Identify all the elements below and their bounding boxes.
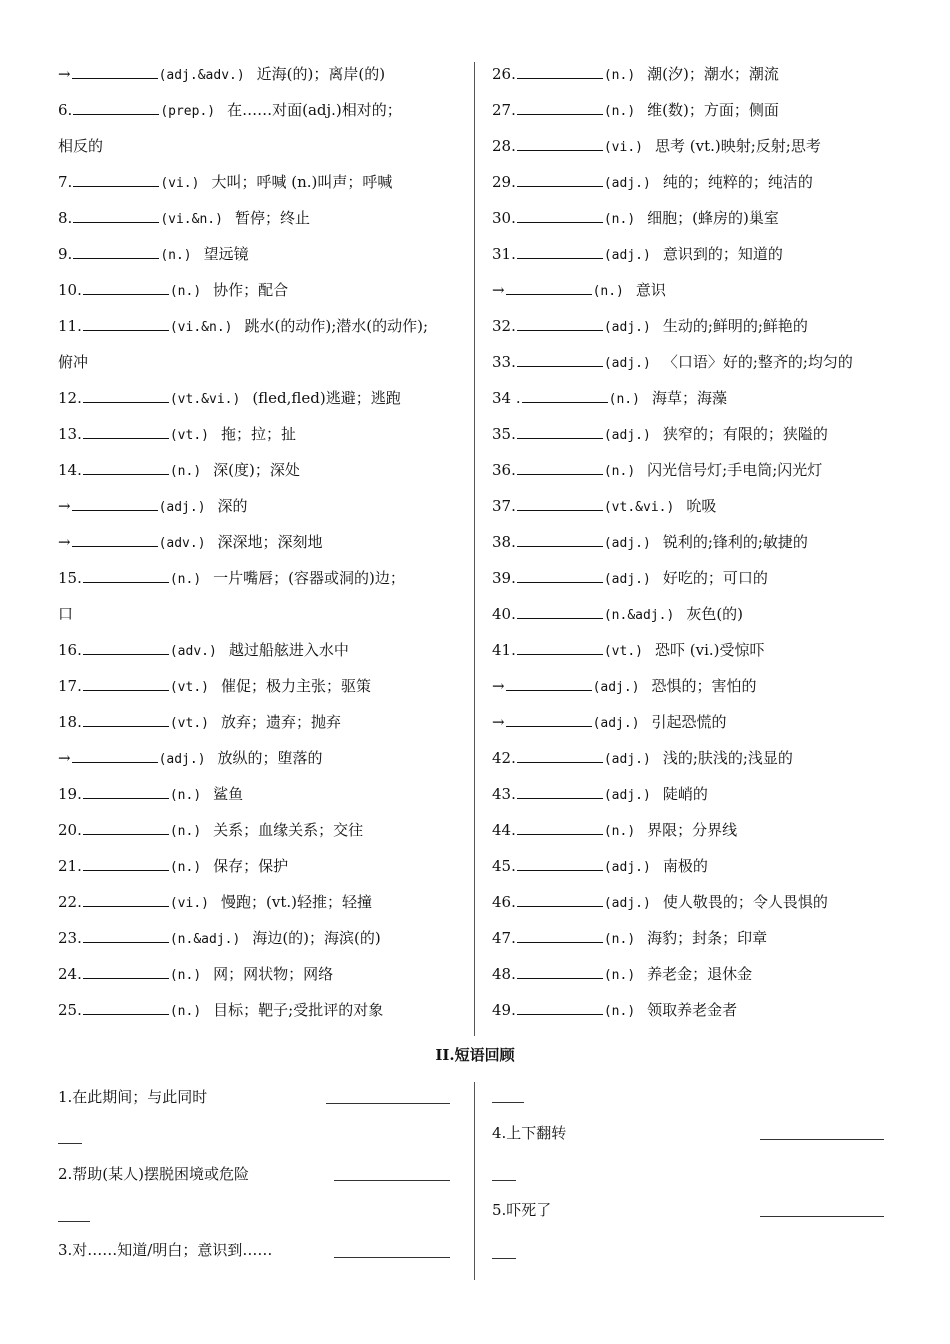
part-of-speech: (n.): [169, 1004, 202, 1019]
vocab-entry: [492, 812, 912, 848]
vocab-entry: [492, 416, 912, 452]
answer-blank[interactable]: [517, 928, 603, 943]
section-heading: II.短语回顾: [435, 1046, 515, 1064]
entry-meaning: 〈口语〉好的;整齐的;均匀的: [662, 353, 853, 371]
answer-blank[interactable]: [517, 64, 603, 79]
answer-blank[interactable]: [83, 784, 169, 799]
part-of-speech: (n.): [603, 212, 636, 227]
part-of-speech: (adj.): [603, 860, 651, 875]
part-of-speech: (adj.): [158, 500, 206, 515]
entry-number: 34 .: [492, 389, 521, 407]
answer-line-5b[interactable]: [492, 1258, 516, 1259]
column-divider-lower: [474, 1082, 475, 1280]
vocab-entry: [58, 92, 468, 128]
phrase-item-3: 3.对……知道/明白；意识到……: [58, 1241, 273, 1259]
vocab-entry: [58, 380, 468, 416]
vocab-entry: [492, 884, 912, 920]
part-of-speech: (n.): [603, 968, 636, 983]
vocab-entry: [58, 236, 468, 272]
part-of-speech: (adj.): [158, 752, 206, 767]
part-of-speech: (n.): [169, 824, 202, 839]
entry-meaning: 细胞；(蜂房的)巢室: [647, 209, 779, 227]
vocab-entry: [58, 776, 468, 812]
vocab-entry: [58, 488, 468, 524]
entry-meaning: 深深地；深刻地: [217, 533, 323, 551]
entry-meaning: 在……对面(adj.)相对的；: [227, 101, 402, 119]
answer-blank[interactable]: [517, 532, 603, 547]
entry-meaning: 鲨鱼: [213, 785, 244, 803]
entry-number: 30.: [492, 209, 516, 227]
part-of-speech: (adj.): [603, 572, 651, 587]
entry-meaning: 大叫；呼喊 (n.)叫声；呼喊: [211, 173, 393, 191]
entry-number: 21.: [58, 857, 82, 875]
entry-number: 49.: [492, 1001, 516, 1019]
answer-blank[interactable]: [517, 496, 603, 511]
answer-blank[interactable]: [83, 856, 169, 871]
entry-number: 10.: [58, 281, 82, 299]
vocab-entry: [58, 164, 468, 200]
vocab-entry: [58, 812, 468, 848]
vocab-entry: [58, 416, 468, 452]
entry-number: 48.: [492, 965, 516, 983]
vocab-entry: [492, 164, 912, 200]
vocab-entry: [492, 56, 912, 92]
left-column: [58, 56, 468, 1028]
answer-blank[interactable]: [517, 604, 603, 619]
entry-meaning: 灰色(的): [686, 605, 744, 623]
entry-number: 31.: [492, 245, 516, 263]
vocab-entry: [492, 560, 912, 596]
vocab-entry: [492, 236, 912, 272]
entry-meaning: 恐吓 (vi.)受惊吓: [655, 641, 765, 659]
answer-blank[interactable]: [83, 820, 169, 835]
entry-number: →: [492, 713, 505, 731]
part-of-speech: (adj.): [603, 176, 651, 191]
phrase-item-5: 5.吓死了: [492, 1201, 552, 1219]
entry-number: 33.: [492, 353, 516, 371]
part-of-speech: (n.): [169, 860, 202, 875]
entry-number: →: [58, 533, 71, 551]
part-of-speech: (n.): [169, 464, 202, 479]
entry-meaning: 保存；保护: [213, 857, 289, 875]
entry-meaning: 狭窄的；有限的；狭隘的: [662, 425, 828, 443]
entry-number: 32.: [492, 317, 516, 335]
entry-number: 36.: [492, 461, 516, 479]
answer-blank[interactable]: [73, 172, 159, 187]
entry-meaning: 好吃的；可口的: [662, 569, 768, 587]
entry-number: →: [492, 677, 505, 695]
part-of-speech: (adj.): [603, 788, 651, 803]
vocab-entry: [58, 128, 468, 164]
vocab-entry: [492, 956, 912, 992]
vocab-entry: [492, 524, 912, 560]
answer-blank[interactable]: [517, 424, 603, 439]
vocab-entry: [58, 992, 468, 1028]
part-of-speech: (n.): [592, 284, 624, 299]
entry-meaning: 锐利的;锋利的;敏捷的: [662, 533, 808, 551]
entry-number: →: [58, 497, 71, 515]
vocab-entry: [492, 128, 912, 164]
answer-blank[interactable]: [506, 676, 592, 691]
entry-number: 12.: [58, 389, 82, 407]
part-of-speech: (vi.&n.): [169, 320, 233, 335]
entry-meaning: 吮吸: [686, 497, 717, 515]
entry-number: →: [58, 749, 71, 767]
entry-meaning: 界限；分界线: [647, 821, 738, 839]
part-of-speech: (n.): [603, 464, 636, 479]
answer-blank[interactable]: [83, 676, 169, 691]
entry-meaning: 催促；极力主张；驱策: [221, 677, 372, 695]
entry-number: 23.: [58, 929, 82, 947]
entry-meaning: 放纵的；堕落的: [217, 749, 323, 767]
entry-number: 35.: [492, 425, 516, 443]
answer-blank[interactable]: [72, 748, 158, 763]
phrase-item-2: 2.帮助(某人)摆脱困境或危险: [58, 1165, 250, 1183]
answer-blank[interactable]: [72, 496, 158, 511]
part-of-speech: (n.&adj.): [603, 608, 675, 623]
entry-number: 14.: [58, 461, 82, 479]
entry-meaning: 目标；靶子;受批评的对象: [213, 1001, 384, 1019]
answer-blank[interactable]: [522, 388, 608, 403]
part-of-speech: (adj.): [592, 716, 640, 731]
entry-number: 22.: [58, 893, 82, 911]
entry-meaning: 思考 (vt.)映射;反射;思考: [655, 137, 821, 155]
answer-blank[interactable]: [517, 748, 603, 763]
vocab-entry: [492, 308, 912, 344]
vocab-entry: [58, 308, 468, 344]
part-of-speech: (n.): [169, 572, 202, 587]
answer-blank[interactable]: [83, 280, 169, 295]
vocab-entry: [492, 200, 912, 236]
entry-meaning: 海草；海藻: [651, 389, 727, 407]
answer-blank[interactable]: [83, 928, 169, 943]
entry-meaning: 深(度)；深处: [213, 461, 300, 479]
part-of-speech: (adj.): [603, 356, 651, 371]
answer-blank[interactable]: [517, 640, 603, 655]
entry-meaning: 关系；血缘关系；交往: [213, 821, 364, 839]
entry-meaning: 协作；配合: [213, 281, 289, 299]
answer-blank[interactable]: [72, 532, 158, 547]
entry-number: 39.: [492, 569, 516, 587]
vocab-entry: [492, 272, 912, 308]
vocab-entry: [58, 668, 468, 704]
entry-number: 17.: [58, 677, 82, 695]
part-of-speech: (n.): [169, 788, 202, 803]
answer-blank[interactable]: [517, 820, 603, 835]
vocab-entry: [58, 524, 468, 560]
part-of-speech: (adv.): [158, 536, 206, 551]
vocab-entry: [492, 488, 912, 524]
entry-number: 29.: [492, 173, 516, 191]
vocab-entry: [492, 920, 912, 956]
vocab-entry: [492, 668, 912, 704]
vocab-entry: [58, 560, 468, 596]
answer-blank[interactable]: [517, 856, 603, 871]
part-of-speech: (adj.&adv.): [158, 68, 245, 83]
entry-meaning: 近海(的)；离岸(的): [256, 65, 386, 83]
vocab-entry: [492, 776, 912, 812]
answer-line-5a[interactable]: [760, 1216, 884, 1217]
vocab-entry: [492, 740, 912, 776]
answer-blank[interactable]: [517, 784, 603, 799]
entry-number: 46.: [492, 893, 516, 911]
part-of-speech: (adj.): [603, 536, 651, 551]
part-of-speech: (vt.): [169, 680, 209, 695]
entry-number: 20.: [58, 821, 82, 839]
entry-meaning: 意识: [635, 281, 666, 299]
entry-number: 44.: [492, 821, 516, 839]
answer-line-3a[interactable]: [334, 1257, 450, 1258]
part-of-speech: (n.): [169, 284, 202, 299]
entry-meaning: 维(数)；方面；侧面: [647, 101, 779, 119]
answer-blank[interactable]: [506, 280, 592, 295]
vocab-entry: [58, 740, 468, 776]
answer-blank[interactable]: [517, 136, 603, 151]
entry-meaning: (fled,fled)逃避；逃跑: [252, 389, 401, 407]
part-of-speech: (adj.): [603, 248, 651, 263]
answer-blank[interactable]: [517, 1000, 603, 1015]
answer-line-1a[interactable]: [326, 1103, 450, 1104]
entry-meaning: 意识到的；知道的: [662, 245, 783, 263]
answer-line-4a[interactable]: [760, 1139, 884, 1140]
entry-meaning: 引起恐慌的: [651, 713, 727, 731]
part-of-speech: (n.): [603, 68, 636, 83]
entry-number: 38.: [492, 533, 516, 551]
entry-number: 19.: [58, 785, 82, 803]
part-of-speech: (n.): [608, 392, 640, 407]
part-of-speech: (n.): [603, 1004, 636, 1019]
answer-blank[interactable]: [73, 208, 159, 223]
answer-blank[interactable]: [517, 244, 603, 259]
vocab-entry: [58, 884, 468, 920]
answer-blank[interactable]: [517, 172, 603, 187]
answer-blank[interactable]: [517, 460, 603, 475]
answer-blank[interactable]: [517, 352, 603, 367]
part-of-speech: (vi.): [603, 140, 643, 155]
part-of-speech: (adj.): [603, 320, 651, 335]
entry-number: 25.: [58, 1001, 82, 1019]
answer-blank[interactable]: [517, 568, 603, 583]
entry-number: 6.: [58, 101, 73, 119]
part-of-speech: (vt.): [169, 716, 209, 731]
part-of-speech: (vt.): [603, 644, 643, 659]
entry-meaning: 越过船舷进入水中: [228, 641, 349, 659]
entry-meaning: 深的: [217, 497, 248, 515]
vocab-entry: [58, 920, 468, 956]
part-of-speech: (n.): [603, 104, 636, 119]
entry-meaning: 暂停；终止: [234, 209, 310, 227]
column-divider: [474, 62, 475, 1036]
vocab-entry: [58, 452, 468, 488]
vocab-entry: [492, 632, 912, 668]
entry-meaning: 相反的: [58, 137, 104, 155]
vocab-entry: [58, 56, 468, 92]
entry-meaning: 陡峭的: [662, 785, 708, 803]
part-of-speech: (vi.): [160, 176, 200, 191]
entry-meaning: 使人敬畏的；令人畏惧的: [662, 893, 828, 911]
vocab-entry: [492, 92, 912, 128]
vocab-entry: [58, 956, 468, 992]
entry-meaning: 纯的；纯粹的；纯洁的: [662, 173, 813, 191]
part-of-speech: (adv.): [169, 644, 217, 659]
answer-line-2a[interactable]: [334, 1180, 450, 1181]
entry-number: 9.: [58, 245, 73, 263]
entry-number: 43.: [492, 785, 516, 803]
entry-meaning: 口: [58, 605, 74, 623]
entry-number: 26.: [492, 65, 516, 83]
entry-meaning: 闪光信号灯;手电筒;闪光灯: [647, 461, 823, 479]
answer-blank[interactable]: [83, 388, 169, 403]
answer-blank[interactable]: [517, 100, 603, 115]
entry-number: 16.: [58, 641, 82, 659]
vocab-entry: [492, 848, 912, 884]
answer-blank[interactable]: [83, 1000, 169, 1015]
part-of-speech: (adj.): [603, 896, 651, 911]
entry-number: 42.: [492, 749, 516, 767]
vocab-entry: [492, 380, 912, 416]
vocab-entry: [58, 272, 468, 308]
answer-line-3b[interactable]: [492, 1102, 524, 1103]
vocab-entry: [492, 596, 912, 632]
vocab-entry: [58, 632, 468, 668]
entry-meaning: 海边(的)；海滨(的): [252, 929, 381, 947]
entry-number: 24.: [58, 965, 82, 983]
entry-meaning: 放弃；遗弃；抛弃: [221, 713, 342, 731]
entry-number: →: [58, 65, 71, 83]
answer-blank[interactable]: [83, 316, 169, 331]
entry-number: 27.: [492, 101, 516, 119]
part-of-speech: (n.): [603, 932, 636, 947]
entry-number: →: [492, 281, 505, 299]
entry-number: 28.: [492, 137, 516, 155]
answer-blank[interactable]: [517, 892, 603, 907]
part-of-speech: (vi.): [169, 896, 209, 911]
entry-meaning: 慢跑；(vt.)轻推；轻撞: [221, 893, 372, 911]
answer-blank[interactable]: [517, 208, 603, 223]
entry-meaning: 南极的: [662, 857, 708, 875]
vocab-entry: [492, 452, 912, 488]
entry-meaning: 生动的;鲜明的;鲜艳的: [662, 317, 808, 335]
entry-number: 11.: [58, 317, 82, 335]
entry-meaning: 浅的;肤浅的;浅显的: [662, 749, 793, 767]
entry-meaning: 俯冲: [58, 353, 89, 371]
vocab-entry: [492, 704, 912, 740]
part-of-speech: (prep.): [160, 104, 216, 119]
entry-meaning: 海豹；封条；印章: [647, 929, 768, 947]
answer-blank[interactable]: [83, 964, 169, 979]
part-of-speech: (adj.): [603, 752, 651, 767]
entry-number: 8.: [58, 209, 73, 227]
answer-blank[interactable]: [83, 460, 169, 475]
answer-blank[interactable]: [83, 892, 169, 907]
part-of-speech: (n.): [169, 968, 202, 983]
answer-blank[interactable]: [83, 640, 169, 655]
entry-meaning: 领取养老金者: [647, 1001, 738, 1019]
entry-meaning: 跳水(的动作);潜水(的动作);: [244, 317, 429, 335]
entry-number: 45.: [492, 857, 516, 875]
vocab-entry: [492, 992, 912, 1028]
answer-line-1b[interactable]: [58, 1143, 82, 1144]
entry-meaning: 望远镜: [203, 245, 249, 263]
answer-blank[interactable]: [517, 964, 603, 979]
phrase-item-1: 1.在此期间；与此同时: [58, 1088, 208, 1106]
entry-number: 13.: [58, 425, 82, 443]
part-of-speech: (vt.&vi.): [169, 392, 241, 407]
entry-meaning: 网；网状物；网络: [213, 965, 334, 983]
vocab-entry: [58, 704, 468, 740]
vocab-entry: [492, 344, 912, 380]
entry-number: 7.: [58, 173, 73, 191]
entry-number: 15.: [58, 569, 82, 587]
part-of-speech: (vt.): [169, 428, 209, 443]
entry-meaning: 一片嘴唇；(容器或洞的)边；: [213, 569, 405, 587]
vocab-entry: [58, 200, 468, 236]
answer-blank[interactable]: [73, 100, 159, 115]
answer-blank[interactable]: [517, 316, 603, 331]
answer-blank[interactable]: [506, 712, 592, 727]
entry-meaning: 恐惧的；害怕的: [651, 677, 757, 695]
part-of-speech: (n.): [603, 824, 636, 839]
entry-number: 47.: [492, 929, 516, 947]
phrase-item-4: 4.上下翻转: [492, 1124, 567, 1142]
part-of-speech: (adj.): [592, 680, 640, 695]
part-of-speech: (vt.&vi.): [603, 500, 675, 515]
entry-number: 41.: [492, 641, 516, 659]
answer-blank[interactable]: [83, 712, 169, 727]
entry-number: 37.: [492, 497, 516, 515]
part-of-speech: (adj.): [603, 428, 651, 443]
answer-blank[interactable]: [72, 64, 158, 79]
entry-meaning: 拖；拉；扯: [221, 425, 297, 443]
answer-blank[interactable]: [83, 568, 169, 583]
part-of-speech: (vi.&n.): [160, 212, 223, 227]
entry-meaning: 潮(汐)；潮水；潮流: [647, 65, 779, 83]
entry-number: 40.: [492, 605, 516, 623]
answer-blank[interactable]: [73, 244, 159, 259]
answer-blank[interactable]: [83, 424, 169, 439]
vocab-entry: [58, 848, 468, 884]
answer-line-2b[interactable]: [58, 1221, 90, 1222]
vocab-entry: [58, 596, 468, 632]
entry-number: 18.: [58, 713, 82, 731]
part-of-speech: (n.&adj.): [169, 932, 241, 947]
answer-line-4b[interactable]: [492, 1180, 516, 1181]
vocab-entry: [58, 344, 468, 380]
part-of-speech: (n.): [160, 248, 192, 263]
right-column: [492, 56, 912, 1028]
entry-meaning: 养老金；退休金: [647, 965, 753, 983]
